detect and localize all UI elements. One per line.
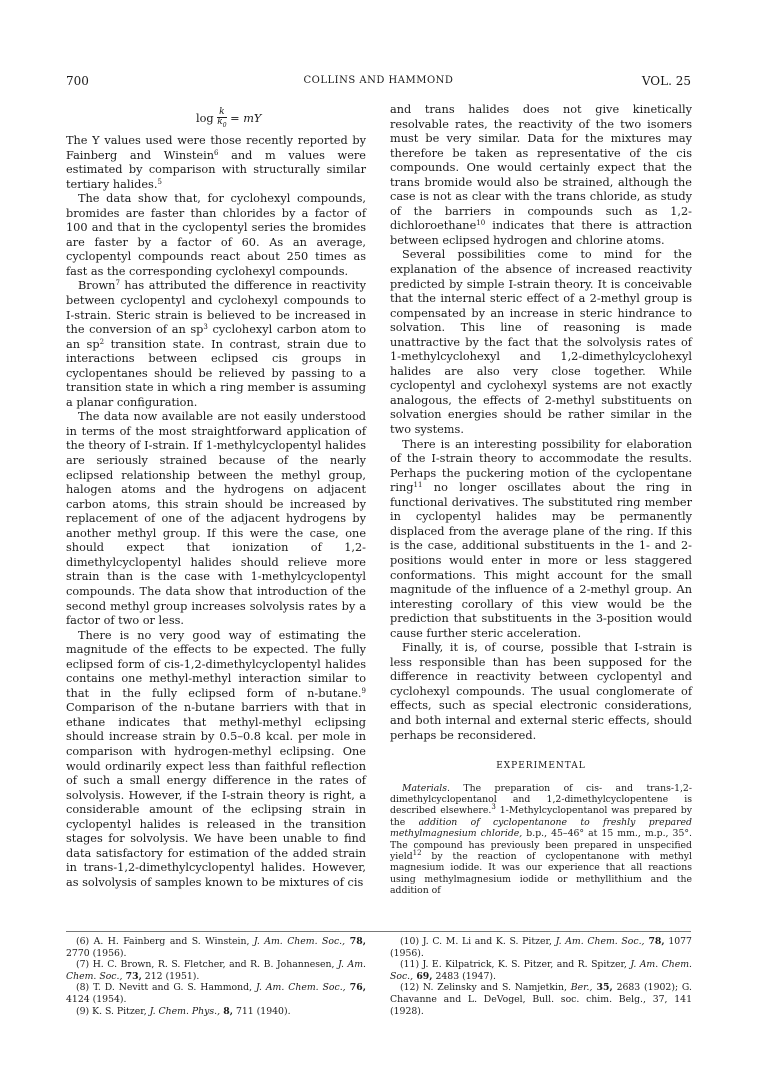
journal: Ber., — [570, 982, 593, 994]
equation-denominator-sub: 0 — [222, 121, 227, 129]
equation-fraction — [217, 108, 226, 130]
page-header — [66, 74, 691, 90]
journal: J. Chem. Phys., — [149, 1005, 221, 1017]
volume: 78, — [345, 936, 366, 947]
text: The preparation of cis- and trans-1,2-dimethylcyclopentanol and 1,2-dimethylcyclopentene is described elsewhere. — [390, 782, 692, 817]
equation-log: log — [196, 112, 214, 125]
ref-mark: 12 — [412, 849, 422, 858]
text: Brown — [78, 279, 116, 293]
text: There is an interesting possibility for elaboration of the I-strain theory to accommodate the results. Perhaps the puckering motion of the cyclopentane ring — [390, 437, 692, 495]
text: The Y values used were those recently reported by Fainberg and Winstein — [66, 134, 366, 162]
ref-mark: 9 — [361, 686, 366, 695]
volume: 73, — [122, 970, 142, 982]
run-in-heading: Materials. — [402, 782, 450, 794]
equation — [66, 104, 366, 134]
footnote — [66, 1006, 366, 1018]
running-title: COLLINS AND HAMMOND — [303, 75, 454, 86]
footnotes-right — [390, 936, 692, 1017]
volume: 8, — [220, 1005, 234, 1017]
superscript: 3 — [203, 323, 208, 332]
text: and trans halides does not give kinetically resolvable rates, the reactivity of the two isomers must be very similar. Data for the mixtures may therefore be taken as representative of the cis compounds. One would certainly expect that the trans bromide would also be strained, although the case is not as clear with the trans chloride, as study of the barriers in compounds such as 1,2-dichloroethane — [390, 103, 692, 233]
journal: J. Am. Chem. Soc., — [253, 936, 346, 947]
superscript: 2 — [99, 337, 105, 346]
footnote — [66, 936, 366, 959]
text: (11) J. E. Kilpatrick, K. S. Pitzer, and R. Spitzer, — [400, 959, 631, 971]
paragraph — [66, 134, 366, 192]
footnote — [66, 959, 366, 982]
text: (7) H. C. Brown, R. S. Fletcher, and R. B. Johannesen, — [76, 959, 339, 971]
text: has attributed the difference in reactivity between cyclopentyl and cyclohexyl compounds to I-strain. Steric strain is believed to be increased in the conversion of an sp — [66, 279, 366, 337]
ref-mark: 7 — [115, 279, 120, 288]
text: (12) N. Zelinsky and S. Namjetkin, — [400, 982, 571, 994]
text: transition state. In contrast, strain due to interactions between eclipsed cis groups in cyclopentanes should be relieved by passing to a transition state in which a ring member is assuming a planar configuration. — [66, 337, 366, 409]
text: Comparison of the n-butane barriers with that in ethane indicates that methyl-methyl eclipsing should increase strain by 0.5–0.8 kcal. per mole in comparison with hydrogen-methyl eclipsing. One would ordinarily expect less than faithful reflection of such a small energy difference in the rates of solvolysis. However, if the I-strain theory is right, a considerable amount of the eclipsing strain in cyclopentyl halides is released in the transition stages for solvolysis. We have been unable to find data satisfactory for estimation of the added strain in trans-1,2-dimethylcyclopentyl halides. However, as solvolysis of samples known to be mixtures of cis — [66, 701, 366, 889]
journal: J. Am. Chem. Soc., — [555, 936, 645, 947]
journal: J. Am. Chem. Soc., — [255, 982, 346, 994]
page-number: 700 — [66, 74, 89, 88]
left-column — [66, 104, 366, 890]
paragraph — [390, 103, 692, 248]
equation-rhs: = mY — [230, 112, 262, 125]
volume: 35, — [592, 982, 613, 994]
text: (8) T. D. Nevitt and G. S. Hammond, — [76, 982, 256, 994]
text: (10) J. C. M. Li and K. S. Pitzer, — [400, 936, 556, 947]
experimental-text — [390, 783, 692, 897]
footnotes-left — [66, 936, 366, 1017]
text: by the reaction of cyclopentanone with methyl magnesium iodide. It was our experience that all reactions using methylmagnesium iodide or methyllithium and the addition of — [390, 851, 692, 897]
volume-label: VOL. 25 — [641, 74, 691, 88]
ref-mark: 11 — [413, 481, 423, 490]
equation-denominator: k — [217, 117, 223, 128]
paragraph: Finally, it is, of course, possible that I-strain is less responsible than has been supposed for the difference in reactivity between cyclopentyl and cyclohexyl compounds. The usual conglomerate of effects, such as special electronic considerations, and both internal and external steric effects, should perhaps be reconsidered. — [390, 641, 692, 742]
text: (9) K. S. Pitzer, — [76, 1005, 150, 1017]
text: no longer oscillates about the ring in functional derivatives. The substituted ring member in cyclopentyl halides may be permanently displaced from the average plane of the ring. If this is the case, additional substituents in the 1- and 2-positions would enter in more or less staggered conformations. This might account for the small magnitude of the influence of a 2-methyl group. An interesting corollary of this view would be the prediction that substituents in the 3-position would cause further steric acceleration. — [390, 481, 692, 640]
text: (6) A. H. Fainberg and S. Winstein, — [76, 936, 254, 947]
right-column — [390, 103, 692, 897]
text: 1-Methylcyclopentanol was prepared by the — [390, 805, 692, 828]
text: 212 (1951). — [141, 970, 200, 982]
section-heading: EXPERIMENTAL — [496, 761, 586, 772]
volume: 76, — [345, 982, 366, 994]
text: and m values were estimated by comparison with structurally similar tertiary halides. — [66, 148, 366, 191]
paragraph: The data show that, for cyclohexyl compounds, bromides are faster than chlorides by a factor of 100 and that in the cyclopentyl series the bromides are faster by a factor of 60. As an average, cyclopentyl compounds react about 250 times as fast as the corresponding cyclohexyl compounds. — [66, 192, 366, 278]
ref-mark: 5 — [157, 177, 162, 186]
paragraph: The data now available are not easily understood in terms of the most straightforward application of the theory of I-strain. If 1-methylcyclopentyl halides are seriously strained because of the nearly eclipsed relationship between the methyl group, halogen atoms and the hydrogens on adjacent carbon atoms, this strain should be increased by replacement of one of the adjacent hydrogens by another methyl group. If this were the case, one should expect that ionization of 1,2-dimethylcyclopentyl halides should relieve more strain than is the case with 1-methylcyclopentyl compounds. The data show that introduction of the second methyl group increases solvolysis rates by a factor of two or less. — [66, 410, 366, 628]
volume: 69, — [413, 970, 433, 982]
ref-mark: 10 — [476, 219, 486, 228]
italic-text: addition of cyclopentanone to freshly prepared methylmagnesium chloride, — [390, 816, 692, 840]
text: 1077 (1956). — [390, 936, 692, 959]
paragraph: Several possibilities come to mind for the explanation of the absence of increased reactivity predicted by simple I-strain theory. It is conceivable that the internal steric effect of a 2-methyl group is compensated by an increase in steric hindrance to solvation. This line of reasoning is made unattractive by the fact that the solvolysis rates of 1-methylcyclohexyl and 1,2-dimethylcyclohexyl halides are also very close together. While cyclopentyl and cyclohexyl systems are not exactly analogous, the effects of 2-methyl substituents on solvation energies should be rather similar in the two systems. — [390, 248, 692, 437]
paragraph — [66, 279, 366, 410]
footnote — [390, 936, 692, 959]
footnote-divider — [66, 931, 691, 932]
footnote — [390, 982, 692, 1017]
paragraph — [390, 783, 692, 897]
ref-mark: 6 — [214, 148, 219, 157]
journal: J. Am. Chem. Soc., — [390, 959, 692, 982]
text: There is no very good way of estimating the magnitude of the effects to be expected. The fully eclipsed form of cis-1,2-dimethylcyclopentyl halides contains one methyl-methyl interaction similar to that in the fully eclipsed form of n-butane. — [66, 628, 366, 700]
text: b.p., 45–46° at 15 mm., m.p., 35°. The compound has previously been prepared in unspecified yield — [390, 828, 692, 863]
paragraph — [390, 438, 692, 642]
footnote — [390, 959, 692, 982]
journal: J. Am. Chem. Soc., — [66, 959, 366, 982]
equation-numerator: k — [219, 107, 225, 118]
text: 711 (1940). — [233, 1005, 291, 1017]
paragraph — [66, 629, 366, 891]
text: 4124 (1954). — [66, 993, 127, 1005]
text: cyclohexyl carbon atom to an sp — [66, 323, 367, 351]
ref-mark: 3 — [491, 803, 496, 812]
text: 2770 (1956). — [66, 947, 127, 959]
volume: 78, — [644, 936, 665, 947]
text: indicates that there is attraction between eclipsed hydrogen and chlorine atoms. — [390, 219, 692, 247]
footnote — [66, 982, 366, 1005]
text: 2683 (1902); G. Chavanne and L. DeVogel, Bull. soc. chim. Belg., 37, 141 (1928). — [390, 982, 692, 1017]
text: 2483 (1947). — [432, 970, 496, 982]
